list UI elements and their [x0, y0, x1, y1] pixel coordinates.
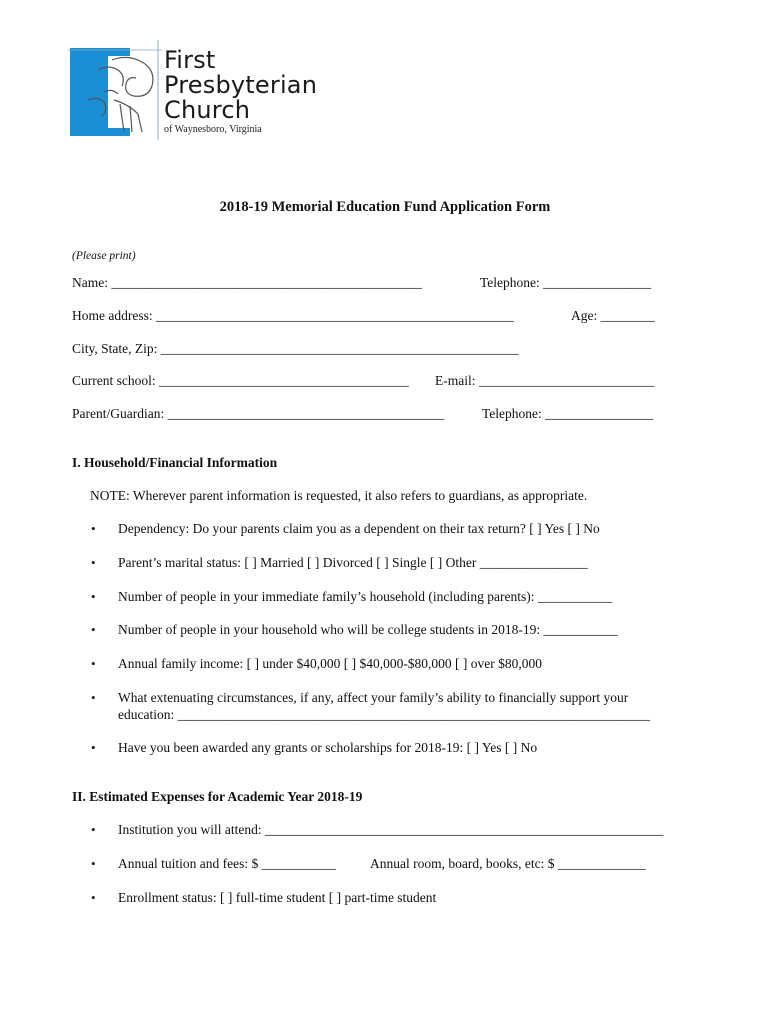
- bullet-icon: •: [91, 521, 96, 536]
- tuition-field[interactable]: Annual tuition and fees: $ ___________: [118, 856, 336, 871]
- extenuating-circumstances-question: What extenuating circumstances, if any, affect your family’s ability to financially support your: [118, 690, 629, 705]
- bullet-icon: •: [91, 822, 96, 837]
- home-address-field[interactable]: Home address: _____________________________________________________: [72, 308, 514, 323]
- marital-status-question[interactable]: Parent’s marital status: [ ] Married [ ] Divorced [ ] Single [ ] Other ________________: [118, 555, 588, 570]
- please-print-note: (Please print): [72, 250, 136, 262]
- room-board-field[interactable]: Annual room, board, books, etc: $ _____________: [370, 856, 646, 871]
- bullet-icon: •: [91, 555, 96, 570]
- logo-line-first: First: [164, 46, 216, 74]
- logo-line-church: Church: [164, 96, 251, 124]
- enrollment-status-question[interactable]: Enrollment status: [ ] full-time student [ ] part-time student: [118, 890, 437, 905]
- household-size-question[interactable]: Number of people in your immediate family’s household (including parents): ___________: [118, 589, 613, 604]
- form-title: 2018-19 Memorial Education Fund Application Form: [219, 199, 551, 215]
- bullet-icon: •: [91, 856, 96, 871]
- education-field[interactable]: education: ______________________________________________________________________: [118, 707, 651, 722]
- parent-guardian-field[interactable]: Parent/Guardian: _________________________________________: [72, 406, 445, 421]
- church-emblem-icon: [68, 40, 164, 142]
- city-state-zip-field[interactable]: City, State, Zip: _____________________________________________________: [72, 341, 519, 356]
- parent-telephone-field[interactable]: Telephone: ________________: [482, 406, 654, 421]
- section-expenses-heading: II. Estimated Expenses for Academic Year 2018-19: [72, 789, 363, 804]
- institution-field[interactable]: Institution you will attend: ___________________________________________________________: [118, 822, 664, 837]
- college-students-question[interactable]: Number of people in your household who will be college students in 2018-19: ___________: [118, 622, 618, 637]
- telephone-field[interactable]: Telephone: ________________: [480, 275, 652, 290]
- bullet-icon: •: [91, 656, 96, 671]
- bullet-icon: •: [91, 622, 96, 637]
- family-income-question[interactable]: Annual family income: [ ] under $40,000 [ ] $40,000-$80,000 [ ] over $80,000: [118, 656, 543, 671]
- current-school-field[interactable]: Current school: _____________________________________: [72, 373, 409, 388]
- bullet-icon: •: [91, 890, 96, 905]
- grants-question[interactable]: Have you been awarded any grants or scholarships for 2018-19: [ ] Yes [ ] No: [118, 740, 538, 755]
- bullet-icon: •: [91, 690, 96, 705]
- dependency-question[interactable]: Dependency: Do your parents claim you as a dependent on their tax return? [ ] Yes [ ] No: [118, 521, 600, 536]
- church-logo: [68, 40, 338, 142]
- logo-text: [164, 48, 317, 135]
- guardian-note: NOTE: Wherever parent information is requested, it also refers to guardians, as appropriate.: [90, 488, 588, 503]
- logo-subtitle: of Waynesboro, Virginia: [164, 124, 262, 135]
- email-field[interactable]: E-mail: __________________________: [435, 373, 655, 388]
- section-household-heading: I. Household/Financial Information: [72, 455, 278, 470]
- bullet-icon: •: [91, 589, 96, 604]
- name-field[interactable]: Name: ______________________________________________: [72, 275, 422, 290]
- age-field[interactable]: Age: ________: [571, 308, 655, 323]
- bullet-icon: •: [91, 740, 96, 755]
- logo-line-presbyterian: Presbyterian: [164, 71, 318, 99]
